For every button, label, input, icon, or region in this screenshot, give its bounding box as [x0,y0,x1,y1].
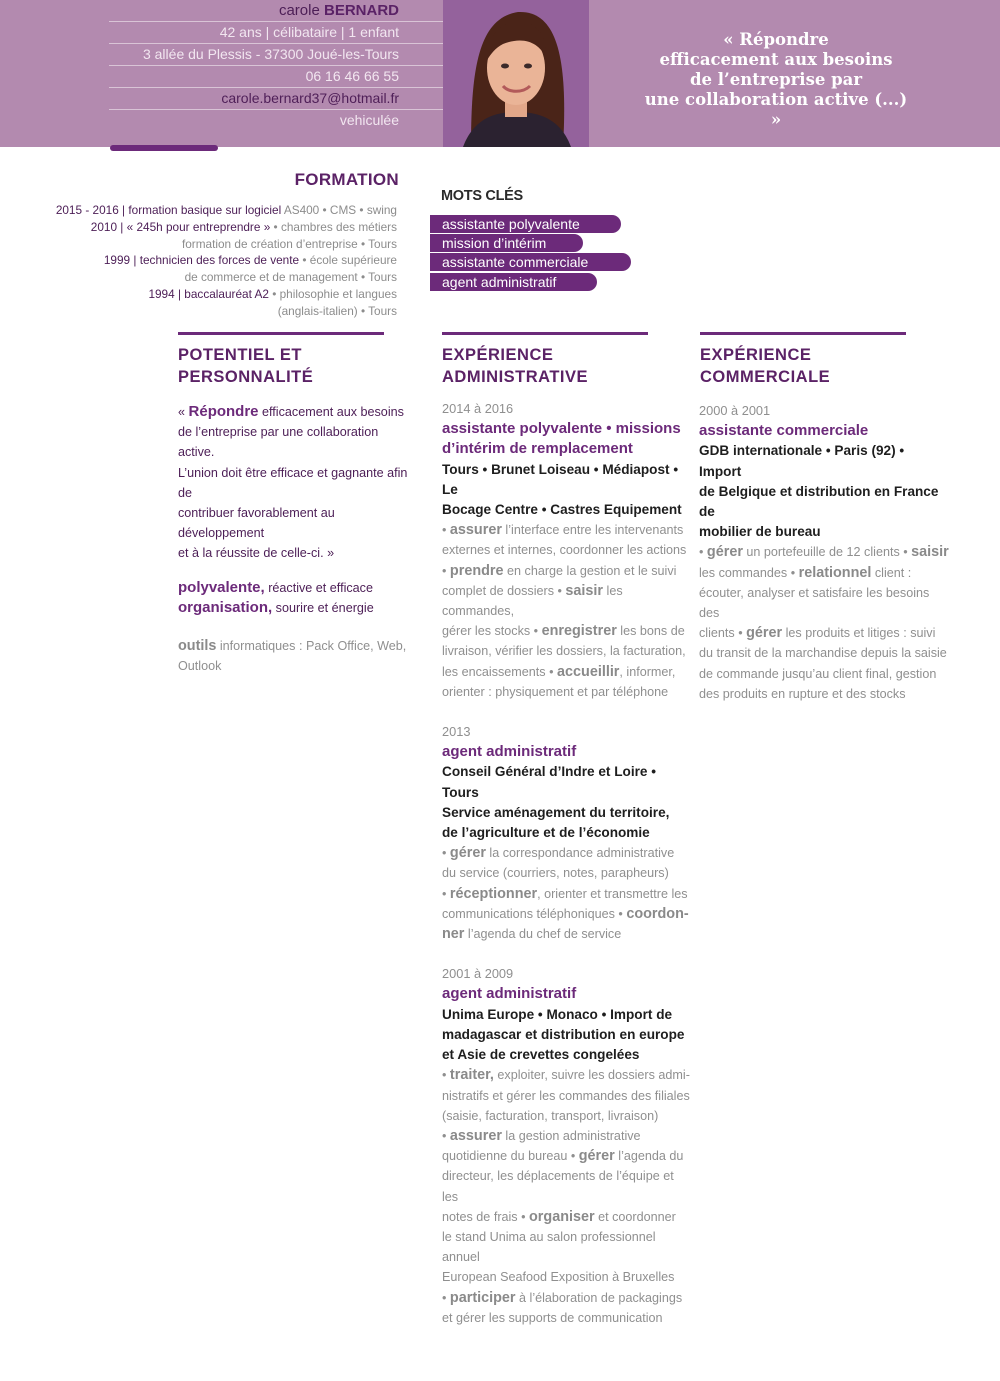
section-bar [700,332,906,335]
section-bar [178,332,384,335]
address: 3 allée du Plessis - 37300 Joué-les-Tours [109,44,443,66]
job-company: Service aménagement du territoire, [442,804,670,820]
potentiel-title: POTENTIEL ET PERSONNALITÉ [178,346,314,386]
header-quote: « Répondre efficacement aux besoins de l’entreprise par une collaboration active (...) » [644,30,908,129]
portrait-icon [443,0,589,147]
keyword-tag: mission d’intérim [430,234,583,252]
formation-entry: (anglais-italien) • Tours [277,303,397,318]
job-date: 2014 à 2016 [442,401,514,416]
job-title: d’intérim de remplacement [442,440,633,458]
job-title: assistante commerciale [699,422,869,440]
formation-entry: 2010 | « 245h pour entreprendre » • chambres des métiers [90,219,397,234]
job-date: 2000 à 2001 [699,403,771,418]
formation-entry: formation de création d’entreprise • Tours [181,236,397,251]
job-company: GDB internationale • Paris (92) • Import [699,443,905,479]
trait-line: organisation, sourire et énergie [178,598,374,616]
trait-line: polyvalente, réactive et efficace [178,578,373,596]
job-company: de Belgique et distribution en France de [699,483,939,520]
commercial-title: EXPÉRIENCE COMMERCIALE [700,346,831,386]
job-company: Bocage Centre • Castres Equipement [442,502,682,518]
full-name: carole BERNARD [109,0,443,22]
admin-title: EXPÉRIENCE ADMINISTRATIVE [442,346,589,386]
job-title: agent administratif [442,985,577,1003]
age-status: 42 ans | célibataire | 1 enfant [109,22,443,44]
vehicle: vehiculée [339,112,399,128]
keyword-tag: assistante polyvalente [430,215,621,233]
formation-list [40,202,397,320]
formation-entry: de commerce et de management • Tours [184,270,397,285]
potentiel-column: « Répondre efficacement aux besoins de l’entreprise par une collaboration active. L’union doit être efficace et gagnante afin de contribuer favorablement au développement et à la réussite de celle-ci. » polyvalente, réactive et efficace organisation, sourire et énergie outils informatiques : Pack Office, Web, Outlook [178,402,418,676]
keywords-title: MOTS CLÉS [441,188,523,204]
job-title: assistante polyvalente • missions [442,420,681,438]
formation-title: FORMATION [294,170,399,189]
contact-block [109,0,443,132]
job-company: et Asie de crevettes congelées [442,1047,640,1063]
formation-entry: 1999 | technicien des forces de vente • école supérieure [103,253,397,268]
job-company: Conseil Général d’Indre et Loire • Tours [442,764,657,800]
job-title: agent administratif [442,743,577,761]
phone: 06 16 46 66 55 [109,66,443,88]
quote-line: « Répondre efficacement aux besoins [178,403,404,420]
formation-entry: 2015 - 2016 | formation basique sur logiciel AS400 • CMS • swing [55,203,397,217]
job-date: 2001 à 2009 [442,966,514,982]
tools-line: outils informatiques : Pack Office, Web, [178,637,407,654]
header-accent-bar [110,145,218,151]
job-company: Unima Europe • Monaco • Import de [442,1006,673,1022]
job-date: 2013 [442,724,471,740]
formation-entry: 1994 | baccalauréat A2 • philosophie et langues [148,286,397,301]
section-bar [442,332,648,335]
job-company: mobilier de bureau [699,524,821,540]
job-company: de l’agriculture et de l’économie [442,825,650,841]
admin-column: 2014 à 2016 assistante polyvalente • missions d’intérim de remplacement Tours • Brunet Loiseau • Médiapost • Le Bocage Centre • Castres Equipement • assurer l’interface entre les intervenants externes et internes, coordonner les actions • prendre en charge la gestion et le suivi complet de dossiers • saisir les commandes, gérer les stocks • enregistrer les bons de livraison, vérifier les dossiers, la facturation, les encaissements • accueillir, informer, orienter : physiquement et par téléphone 2013 agent administratif Conseil Général d’Indre et Loire • Tours Service aménagement du territoire, de l’agriculture et de l’économie • gérer la correspondance administrative du service (courriers, notes, parapheurs) • réceptionner, orienter et transmettre les communications téléphoniques • coordon- ner l’agenda du chef de service 2001 à 2009 agent administratif Unima Europe • Monaco • Import de madagascar et distribution en europe et Asie de crevettes congelées • traiter, exploiter, suivre les dossiers admi- nistratifs et gérer les commandes des filiales (saisie, facturation, transport, livraison) • assurer la gestion administrative quotidienne du bureau • gérer l’agenda du directeur, les déplacements de l’équipe et les notes de frais • organiser et coordonner le stand Unima au salon professionnel annuel European Seafood Exposition à Bruxelles • participer à l’élaboration de packagings et gérer les supports de communication [442,399,692,1328]
email: carole.bernard37@hotmail.fr [109,88,443,110]
job-company: madagascar et distribution en europe [442,1026,685,1042]
commercial-column: 2000 à 2001 assistante commerciale GDB internationale • Paris (92) • Import de Belgique et distribution en France de mobilier de bureau • gérer un portefeuille de 12 clients • saisir les commandes • relationnel client : écouter, analyser et satisfaire les besoins des clients • gérer les produits et litiges : suivi du transit de la marchandise depuis la saisie de commande jusqu’au client final, gestion des produits en rupture et des stocks [699,403,949,701]
keyword-tag: agent administratif [430,273,597,291]
keyword-tag: assistante commerciale [430,253,631,271]
profile-photo [443,0,589,147]
job-company: Tours • Brunet Loiseau • Médiapost • Le [442,461,679,497]
